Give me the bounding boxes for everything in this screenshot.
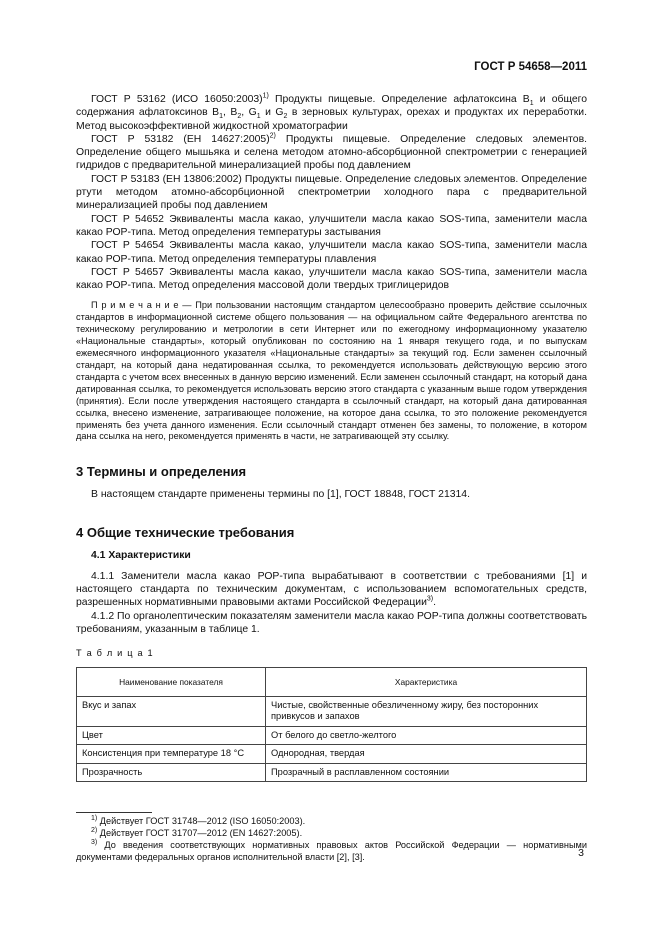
footnotes <box>76 816 587 863</box>
section-3-text: В настоящем стандарте применены термины по [1], ГОСТ 18848, ГОСТ 21314. <box>91 489 470 501</box>
indicator-cell: Прозрачность <box>77 763 266 782</box>
note-label: П р и м е ч а н и е <box>91 300 179 311</box>
clause-4-1-2: 4.1.2 По органолептическим показателям заменители масла какао РОР-типа должны соответствовать требованиям, указанным в таблице 1. <box>76 610 587 635</box>
characteristic-cell: Прозрачный в расплавленном состоянии <box>266 763 587 782</box>
clause-4-1-1: 4.1.1 Заменители масла какао РОР-типа вырабатывают в соответствии с требованиями [1] и настоящего стандарта по техническим документам, с использованием вспомогательных средств, разрешенных нормативными правовыми актами Российской Федерации$^{3)}$. <box>76 570 587 609</box>
section-4-title: 4 Общие технические требования <box>76 524 295 540</box>
footnote-item: $^{2)}$ Действует ГОСТ 31707—2012 (EN 14627:2005). <box>91 826 303 838</box>
reference-item: ГОСТ Р 54652 Эквиваленты масла какао, улучшители масла какао SOS-типа, заменители масла какао РОР-типа. Метод определения температуры застывания <box>76 213 587 238</box>
footnote-item: $^{3)}$ До введения соответствующих нормативных правовых актов Российской Федерации — нормативными документами федеральных органов исполнительной власти [2], [3]. <box>76 838 587 862</box>
table-row <box>77 745 587 764</box>
table-header-row <box>77 668 587 697</box>
indicator-cell: Консистенция при температуре 18 °С <box>77 745 266 764</box>
reference-item: ГОСТ Р 54654 Эквиваленты масла какао, улучшители масла какао SOS-типа, заменители масла какао РОР-типа. Метод определения температуры плавления <box>76 240 587 265</box>
characteristic-cell: От белого до светло-желтого <box>266 726 587 745</box>
column-header: Характеристика <box>266 668 587 697</box>
column-header: Наименование показателя <box>77 668 266 697</box>
reference-item: ГОСТ Р 54657 Эквиваленты масла какао, улучшители масла какао SOS-типа, заменители масла какао РОР-типа. Метод определения массовой доли твердых триглицеридов <box>76 266 587 292</box>
page-number: 3 <box>578 847 584 859</box>
footnote-item: $^{1)}$ Действует ГОСТ 31748—2012 (ISO 16050:2003). <box>91 815 306 827</box>
page-body <box>76 93 587 863</box>
characteristic-cell: Чистые, свойственные обезличенному жиру, без посторонних привкусов и запахов <box>266 696 587 726</box>
standard-header: ГОСТ Р 54658—2011 <box>474 61 587 73</box>
indicator-cell: Вкус и запах <box>77 696 266 726</box>
reference-item: ГОСТ Р 53162 (ИСО 16050:2003)$^{1)}$ Продукты пищевые. Определение афлатоксина $B_1$ и общего содержания афлатоксинов $B_1$, $B_2$, $G_1$ и $G_2$ в зерновых культурах, орехах и продуктах их переработки. Метод высокоэффективной жидкостной хроматографии <box>76 92 587 132</box>
table-caption: Т а б л и ц а 1 <box>76 648 154 659</box>
subsection-title: 4.1 Характеристики <box>91 549 191 561</box>
table-row <box>77 763 587 782</box>
reference-item: ГОСТ Р 53183 (ЕН 13806:2002) Продукты пищевые. Определение следовых элементов. Определение ртути методом атомно-абсорбционной спектрометрии холодного пара с предварительной минерализацией пробы под давлением <box>76 173 587 212</box>
characteristics-table <box>76 667 587 782</box>
table-row <box>77 696 587 726</box>
table-row <box>77 726 587 745</box>
indicator-cell: Цвет <box>77 726 266 745</box>
section-3-title: 3 Термины и определения <box>76 464 247 480</box>
note-paragraph: П р и м е ч а н и е — При пользовании настоящим стандартом целесообразно проверить действие ссылочных стандартов в информационной системе общего пользования — на официальном сайте Федерального агентства по техническому регулированию и метрологии в сети Интернет или по ежегодному информационному указателю «Национальные стандарты», который опубликован по состоянию на 1 января текущего года, и по выпускам ежемесячного информационного указателя «Национальные стандарты» за текущий год. Если заменен ссылочный стандарт, на который дана недатированная ссылка, то рекомендуется использовать действующую версию этого стандарта с учетом всех внесенных в данную версию изменений. Если заменен ссылочный стандарт, на который дана датированная ссылка, то рекомендуется использовать версию этого стандарта с указанным выше годом утверждения (принятия). Если после утверждения настоящего стандарта в ссылочный стандарт, на который дана датированная ссылка, внесено изменение, затрагивающее положение, на которое дана ссылка, то это положение рекомендуется применять без учета данного изменения. Если ссылочный стандарт отменен без замены, то положение, в котором дана ссылка на него, рекомендуется применять в части, не затрагивающей эту ссылку. <box>76 300 587 442</box>
reference-item: ГОСТ Р 53182 (ЕН 14627:2005)$^{2)}$ Продукты пищевые. Определение следовых элементов. Определение общего мышьяка и селена методом атомно-абсорбционной спектрометрии с генерацией гидридов с предварительной минерализацией пробы под давлением <box>76 132 587 172</box>
characteristic-cell: Однородная, твердая <box>266 745 587 764</box>
footnote-divider <box>76 812 152 813</box>
